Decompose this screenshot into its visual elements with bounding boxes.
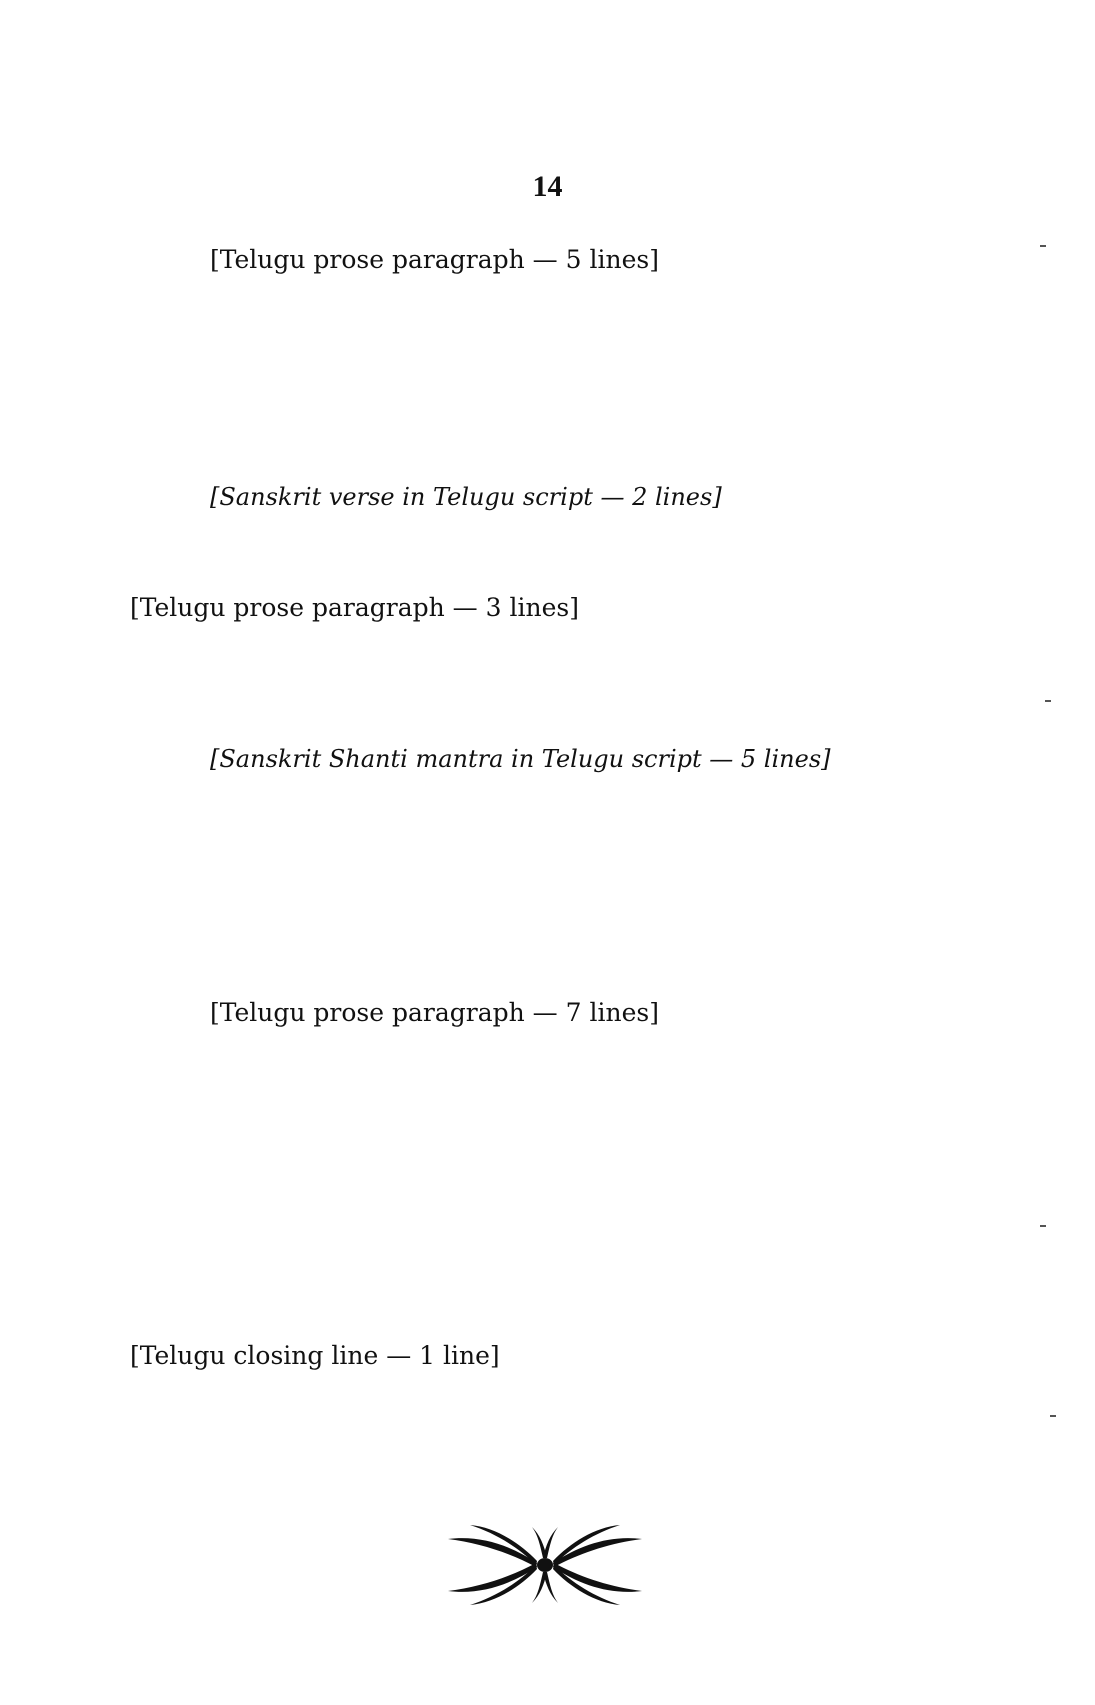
page-number: 14 [532,170,563,203]
floral-ornament-icon [440,1525,650,1605]
margin-speck [1045,700,1051,702]
paragraph-2: [Telugu prose paragraph — 3 lines] [130,593,579,622]
verse: [Sanskrit verse in Telugu script — 2 lines] [210,483,722,511]
margin-speck [1040,245,1046,247]
margin-speck [1050,1415,1056,1417]
margin-speck [1040,1225,1046,1227]
paragraph-4: [Telugu closing line — 1 line] [130,1341,500,1370]
paragraph-1: [Telugu prose paragraph — 5 lines] [210,245,659,274]
paragraph-3: [Telugu prose paragraph — 7 lines] [210,998,659,1027]
shanti-mantra: [Sanskrit Shanti mantra in Telugu script — 5 lines] [210,745,831,773]
